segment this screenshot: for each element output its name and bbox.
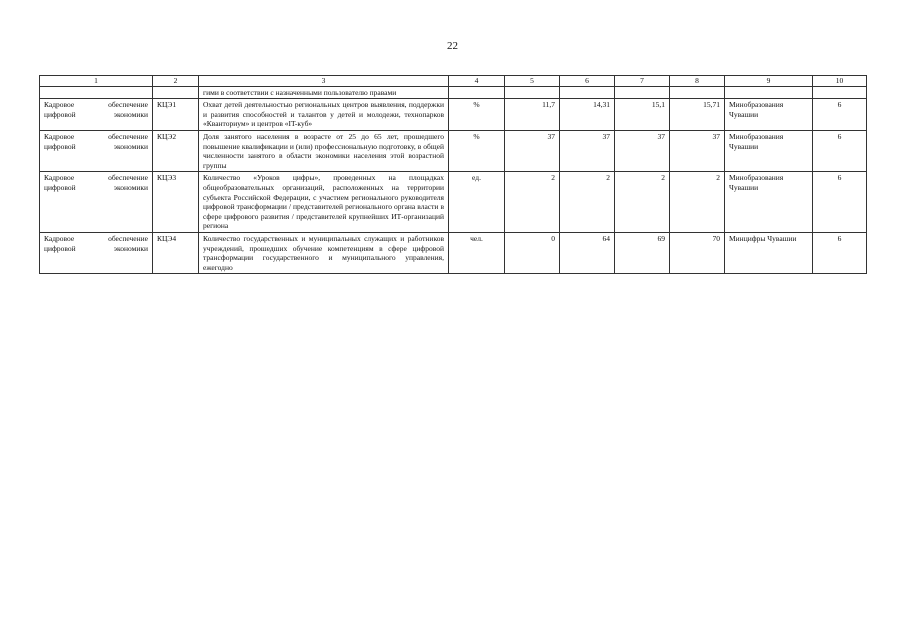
cell-value: 37 [560,130,615,171]
cell-empty [153,86,199,99]
table-row [40,172,867,233]
cell-empty [505,86,560,99]
column-header: 5 [505,76,560,87]
cell-value: 0 [505,232,560,273]
cell-unit: чел. [449,232,505,273]
cell-value: 37 [670,130,725,171]
cell-organization: Минобразования Чувашии [725,99,813,131]
cell-value: 37 [505,130,560,171]
column-header: 2 [153,76,199,87]
cell-empty [670,86,725,99]
column-header: 8 [670,76,725,87]
cell-value: 6 [813,172,867,233]
cell-value: 6 [813,130,867,171]
cell-name: Кадровое обеспечение цифровой экономики [40,172,153,233]
column-header: 6 [560,76,615,87]
cell-description: Количество государственных и муниципальных служащих и работников учреждений, прошедших обучение компетенциям в сфере цифровой трансформации государственного и муниципального управления, ежегодно [199,232,449,273]
cell-description: Доля занятого населения в возрасте от 25 до 65 лет, прошедшего повышение квалификации и (или) профессиональную подготовку, в общей численности занятого в области экономики населения этой возрастной группы [199,130,449,171]
cell-value: 15,1 [615,99,670,131]
column-header: 7 [615,76,670,87]
cell-value: 2 [615,172,670,233]
indicators-table [39,75,867,274]
cell-code: КЦЭ2 [153,130,199,171]
cell-value: 6 [813,99,867,131]
cell-value: 37 [615,130,670,171]
cell-value: 6 [813,232,867,273]
cell-unit: % [449,130,505,171]
cell-value: 69 [615,232,670,273]
cell-value: 14,31 [560,99,615,131]
cell-value: 2 [560,172,615,233]
cell-empty [615,86,670,99]
column-header: 3 [199,76,449,87]
cell-value: 2 [505,172,560,233]
cell-value: 11,7 [505,99,560,131]
cell-unit: % [449,99,505,131]
table-row [40,130,867,171]
cell-description: Охват детей деятельностью региональных центров выявления, поддержки и развития способностей и талантов у детей и молодежи, технопарков «Кванториум» и центров «IT-куб» [199,99,449,131]
table-row [40,99,867,131]
cell-code: КЦЭ1 [153,99,199,131]
table-row [40,232,867,273]
cell-code: КЦЭ4 [153,232,199,273]
cell-name: Кадровое обеспечение цифровой экономики [40,232,153,273]
cell-description: Количество «Уроков цифры», проведенных на площадках общеобразовательных организаций, расположенных на территории субъекта Российской Федерации, с участием регионального руководителя цифровой трансформации / представителей регионального органа власти в сфере цифрового развития / представителей крупнейших ИТ-организаций региона [199,172,449,233]
cell-empty [813,86,867,99]
cell-organization: Минобразования Чувашии [725,172,813,233]
cell-value: 70 [670,232,725,273]
cell-name: Кадровое обеспечение цифровой экономики [40,99,153,131]
column-header: 1 [40,76,153,87]
cell-empty [560,86,615,99]
cell-empty [725,86,813,99]
table-header-row [40,76,867,87]
cell-value: 2 [670,172,725,233]
column-header: 9 [725,76,813,87]
column-header: 10 [813,76,867,87]
table-row-continuation [40,86,867,99]
cell-value: 15,71 [670,99,725,131]
cell-code: КЦЭ3 [153,172,199,233]
cell-empty [40,86,153,99]
cell-empty [449,86,505,99]
cell-description: гими в соответствии с назначенными пользователю правами [199,86,449,99]
cell-value: 64 [560,232,615,273]
column-header: 4 [449,76,505,87]
cell-unit: ед. [449,172,505,233]
cell-organization: Минцифры Чувашии [725,232,813,273]
cell-organization: Минобразования Чувашии [725,130,813,171]
page-number: 22 [447,40,458,52]
cell-name: Кадровое обеспечение цифровой экономики [40,130,153,171]
